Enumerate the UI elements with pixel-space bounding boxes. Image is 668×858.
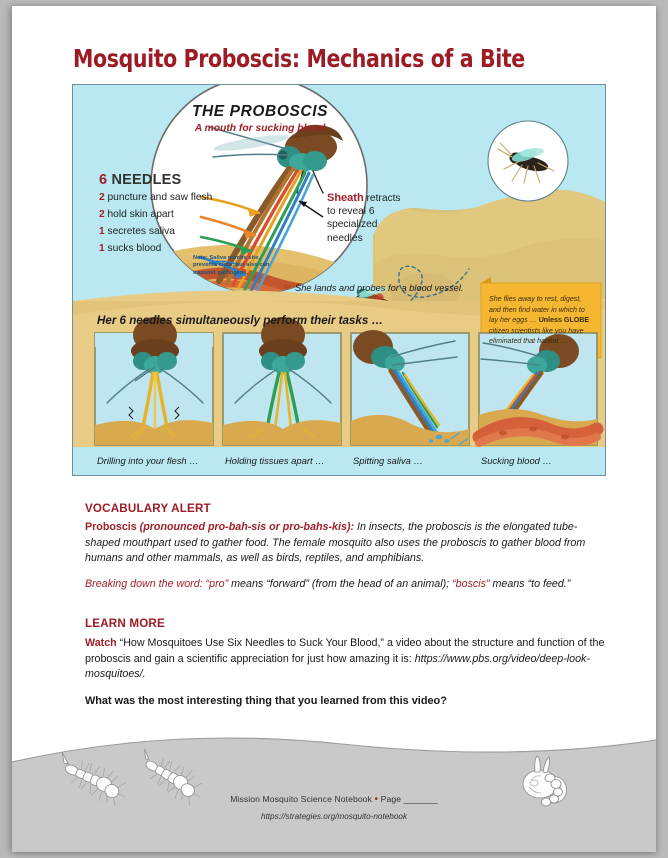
saliva-note: Note: Saliva numbs site, prevents clots, but also can transmit pathogens.	[193, 255, 270, 276]
infographic-subheading: A mouth for sucking blood	[194, 123, 326, 134]
footer-notebook: Mission Mosquito Science Notebook	[230, 794, 373, 804]
sheath-text: retracts to reveal 6 specialized needles	[327, 193, 401, 244]
sheath-annotation	[327, 192, 401, 245]
breakdown-end: means “to feed.”	[489, 578, 571, 590]
footer-page-blank: _______	[403, 794, 438, 804]
panel-caption-2: Holding tissues apart …	[225, 455, 325, 466]
reflection-question-block	[85, 694, 612, 710]
needles-count: 6	[99, 172, 108, 188]
footer-line	[12, 794, 656, 805]
sticky-note-text: She flies away to rest, digest, and then find water in which to lay her eggs … Unless GLOBE citizen scientists like you have eliminated that habitat …	[489, 295, 590, 346]
needle-item-4: 1 sucks blood	[99, 243, 162, 254]
page-title: Mosquito Proboscis: Mechanics of a Bite	[73, 44, 525, 73]
breakdown-pro: “pro”	[205, 578, 229, 590]
video-url[interactable]: https://www.pbs.org/video/deep-look-mosquitoes/.	[85, 652, 590, 681]
needle-item-2: 2 hold skin apart	[99, 209, 174, 220]
vocabulary-definition	[85, 520, 612, 567]
vocab-term: Proboscis	[85, 521, 137, 533]
needles-title	[99, 172, 181, 188]
needles-word: NEEDLES	[111, 172, 182, 188]
tasks-caption: Her 6 needles simultaneously perform their tasks …	[97, 314, 384, 327]
vocab-pronunciation: (pronounced pro-bah-sis or pro-bahs-kis):	[139, 521, 355, 533]
reflection-question: What was the most interesting thing that you learned from this video?	[85, 695, 447, 707]
vocabulary-breakdown	[85, 577, 612, 593]
infographic-artwork	[73, 85, 606, 476]
panel-caption-3: Spitting saliva …	[353, 455, 423, 466]
infographic-heading: THE PROBOSCIS	[191, 103, 329, 120]
footer-url: https://strategies.org/mosquito-notebook	[260, 812, 408, 821]
vocabulary-heading: VOCABULARY ALERT	[85, 502, 211, 515]
infographic-panel	[72, 84, 606, 476]
breakdown-mid: means “forward” (from the head of an animal);	[228, 578, 453, 590]
footer-separator: •	[374, 794, 379, 805]
vocab-text: In insects, the proboscis is the elongated tube-shaped mouthpart used to gather food. The female mosquito also uses the proboscis to gather blood from humans and other mammals, as well as birds, reptiles, and amphibians.	[85, 521, 586, 565]
learn-more-heading: LEARN MORE	[85, 617, 165, 630]
learn-more-text: “How Mosquitoes Use Six Needles to Suck Your Blood,” a video about the structure and function of the proboscis and gain a scientific appreciation for just how amazing it is:	[85, 637, 605, 665]
breakdown-boscis: “boscis”	[452, 578, 490, 590]
footer-illustration	[12, 722, 656, 852]
needle-item-3: 1 secretes saliva	[99, 226, 175, 237]
panel-caption-4: Sucking blood …	[481, 455, 552, 466]
breakdown-lead: Breaking down the word:	[85, 578, 206, 590]
watch-label: Watch	[85, 637, 117, 649]
learn-more-body	[85, 636, 612, 683]
panel-caption-1: Drilling into your flesh …	[97, 455, 199, 466]
worksheet-page	[12, 6, 656, 852]
footer-page-label: Page	[380, 794, 402, 804]
lands-caption: She lands and probes for a blood vessel.	[295, 283, 464, 293]
needle-item-1: 2 puncture and saw flesh	[99, 192, 213, 203]
sheath-label: Sheath	[327, 192, 364, 204]
